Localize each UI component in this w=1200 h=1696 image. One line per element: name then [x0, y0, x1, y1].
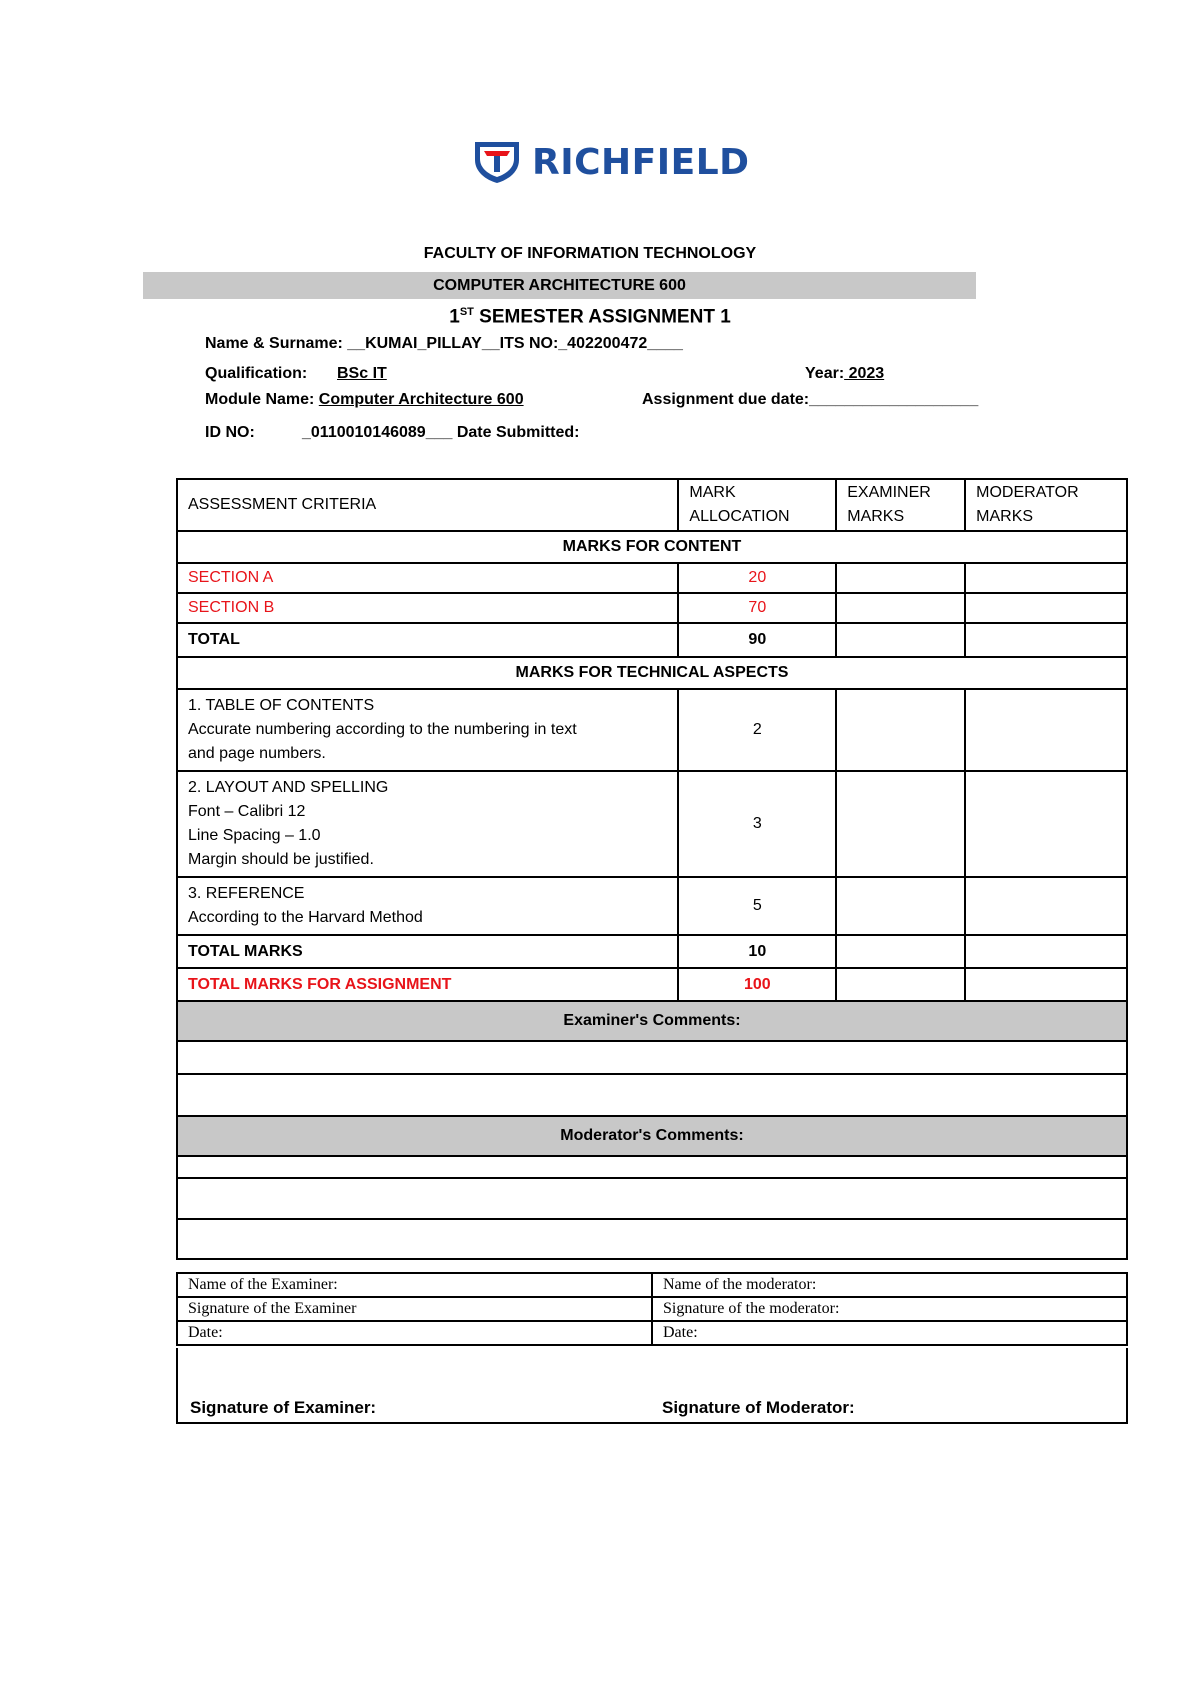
- layout-mark: 3: [678, 771, 836, 877]
- module-banner: COMPUTER ARCHITECTURE 600: [143, 272, 976, 299]
- signoff-table: [176, 1272, 1128, 1346]
- moderator-signature-field[interactable]: Signature of the moderator:: [652, 1297, 1127, 1321]
- toc-mark: 2: [678, 689, 836, 771]
- layout-criteria: 2. LAYOUT AND SPELLING Font – Calibri 12 Line Spacing – 1.0 Margin should be justified.: [177, 771, 678, 877]
- total-assignment-examiner[interactable]: [836, 968, 965, 1001]
- qualification-label: Qualification:: [205, 365, 308, 382]
- technical-heading: MARKS FOR TECHNICAL ASPECTS: [177, 657, 1127, 689]
- total-examiner[interactable]: [836, 623, 965, 657]
- section-b-examiner[interactable]: [836, 593, 965, 623]
- layout-examiner[interactable]: [836, 771, 965, 877]
- reference-mark: 5: [678, 877, 836, 935]
- toc-examiner[interactable]: [836, 689, 965, 771]
- shield-icon: [472, 140, 522, 184]
- header-examiner-marks: EXAMINER MARKS: [836, 479, 965, 531]
- examiner-comments-heading: Examiner's Comments:: [177, 1001, 1127, 1041]
- moderator-date-field[interactable]: Date:: [652, 1321, 1127, 1345]
- examiner-date-field[interactable]: Date:: [177, 1321, 652, 1345]
- examiner-name-field[interactable]: Name of the Examiner:: [177, 1273, 652, 1297]
- name-surname-line: Name & Surname: __KUMAI_PILLAY__ITS NO:_402200472____: [205, 335, 683, 352]
- moderator-comments-heading: Moderator's Comments:: [177, 1116, 1127, 1156]
- table-row: [177, 689, 1127, 771]
- total-label: TOTAL: [177, 623, 678, 657]
- section-a-label: SECTION A: [177, 563, 678, 593]
- total-assignment-moderator[interactable]: [965, 968, 1127, 1001]
- signature-examiner-label: Signature of Examiner:: [190, 1398, 377, 1417]
- table-row: [177, 877, 1127, 935]
- table-row: [177, 968, 1127, 1001]
- moderator-comment-line[interactable]: [177, 1156, 1127, 1178]
- signature-moderator-label: Signature of Moderator:: [662, 1398, 855, 1417]
- due-date-field: Assignment due date:___________________: [642, 391, 979, 408]
- total-assignment-label: TOTAL MARKS FOR ASSIGNMENT: [177, 968, 678, 1001]
- header-row: [177, 479, 1127, 531]
- examiner-comment-line[interactable]: [177, 1041, 1127, 1074]
- content-heading: MARKS FOR CONTENT: [177, 531, 1127, 563]
- moderator-name-field[interactable]: Name of the moderator:: [652, 1273, 1127, 1297]
- section-b-label: SECTION B: [177, 593, 678, 623]
- assignment-title: 1ST SEMESTER ASSIGNMENT 1: [449, 306, 731, 328]
- assessment-table: [176, 478, 1128, 1260]
- layout-moderator[interactable]: [965, 771, 1127, 877]
- reference-examiner[interactable]: [836, 877, 965, 935]
- total-assignment-value: 100: [678, 968, 836, 1001]
- section-b-mark: 70: [678, 593, 836, 623]
- richfield-logo: [472, 140, 750, 184]
- examiner-comment-line[interactable]: [177, 1074, 1127, 1116]
- toc-criteria: 1. TABLE OF CONTENTS Accurate numbering according to the numbering in text and page numbers.: [177, 689, 678, 771]
- module-name-field: Module Name: Computer Architecture 600: [205, 391, 524, 408]
- total-marks-examiner[interactable]: [836, 935, 965, 968]
- total-moderator[interactable]: [965, 623, 1127, 657]
- reference-criteria: 3. REFERENCE According to the Harvard Method: [177, 877, 678, 935]
- year-field: Year: 2023: [805, 365, 885, 382]
- table-row: [177, 623, 1127, 657]
- table-row: [177, 563, 1127, 593]
- signature-box: [176, 1348, 1128, 1424]
- section-a-mark: 20: [678, 563, 836, 593]
- table-row: [177, 593, 1127, 623]
- toc-moderator[interactable]: [965, 689, 1127, 771]
- section-b-moderator[interactable]: [965, 593, 1127, 623]
- qualification-value: BSc IT: [337, 365, 387, 382]
- header-criteria: ASSESSMENT CRITERIA: [177, 479, 678, 531]
- total-mark: 90: [678, 623, 836, 657]
- header-moderator-marks: MODERATOR MARKS: [965, 479, 1127, 531]
- total-marks-moderator[interactable]: [965, 935, 1127, 968]
- section-a-moderator[interactable]: [965, 563, 1127, 593]
- logo-text: RICHFIELD: [532, 141, 750, 183]
- total-marks-label: TOTAL MARKS: [177, 935, 678, 968]
- moderator-comment-line[interactable]: [177, 1219, 1127, 1259]
- section-a-examiner[interactable]: [836, 563, 965, 593]
- reference-moderator[interactable]: [965, 877, 1127, 935]
- table-row: [177, 771, 1127, 877]
- header-mark-allocation: MARK ALLOCATION: [678, 479, 836, 531]
- total-marks-value: 10: [678, 935, 836, 968]
- id-label: ID NO:: [205, 424, 255, 441]
- faculty-title: FACULTY OF INFORMATION TECHNOLOGY: [423, 245, 757, 262]
- id-date-line: _0110010146089___ Date Submitted:: [302, 424, 580, 441]
- moderator-comment-line[interactable]: [177, 1178, 1127, 1219]
- table-row: [177, 935, 1127, 968]
- examiner-signature-field[interactable]: Signature of the Examiner: [177, 1297, 652, 1321]
